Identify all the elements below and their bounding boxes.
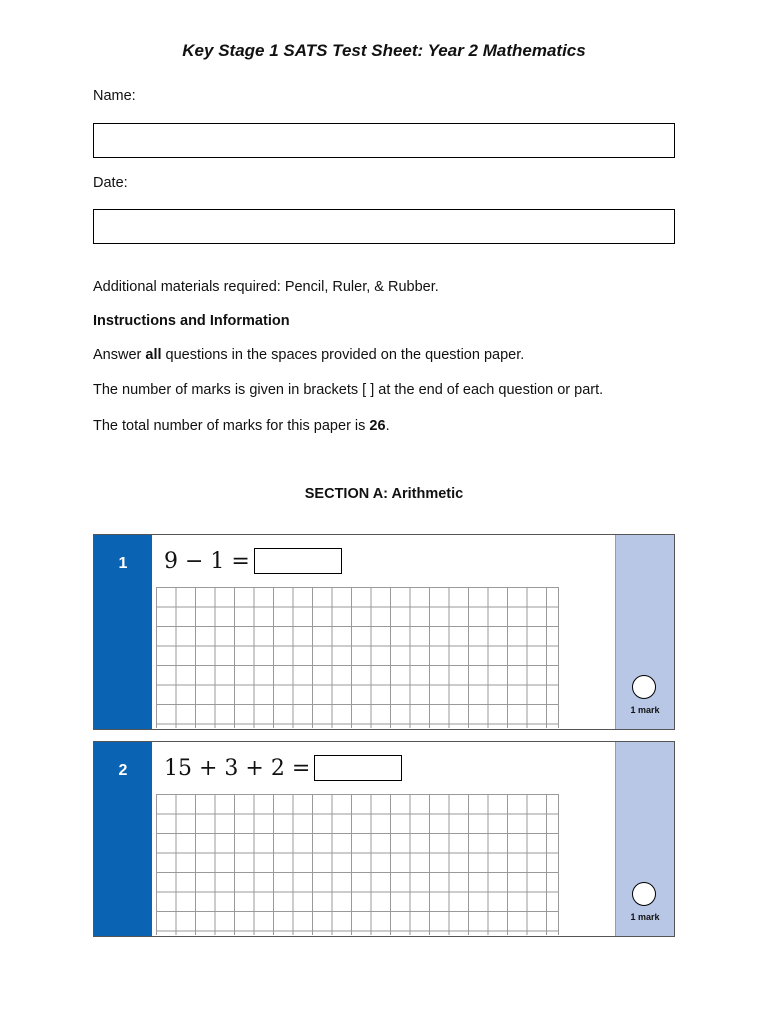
instruction-text: The total number of marks for this paper is xyxy=(93,418,370,434)
instruction-text: . xyxy=(385,418,390,434)
mark-label: 1 mark xyxy=(630,912,660,922)
date-label: Date: xyxy=(93,175,128,191)
mark-circle xyxy=(632,882,656,906)
instructions-heading: Instructions and Information xyxy=(93,313,290,329)
instruction-text: Answer xyxy=(93,347,146,363)
expression-text: 15 + 3 + 2 = xyxy=(164,755,311,781)
question-number-tab xyxy=(94,535,152,729)
question-number: 1 xyxy=(118,555,128,572)
question-number: 2 xyxy=(118,762,128,779)
mark-label: 1 mark xyxy=(630,705,660,715)
page-title: Key Stage 1 SATS Test Sheet: Year 2 Mathematics xyxy=(182,41,586,60)
instruction-answer-all xyxy=(93,347,524,363)
question-number-tab xyxy=(94,742,152,936)
mark-column xyxy=(615,535,674,729)
date-field[interactable] xyxy=(93,209,675,244)
instruction-total-marks xyxy=(93,418,390,434)
total-marks-value: 26 xyxy=(369,418,386,434)
answer-box[interactable] xyxy=(314,755,402,781)
materials-text: Additional materials required: Pencil, Ruler, & Rubber. xyxy=(93,279,439,295)
expression-text: 9 − 1 = xyxy=(164,548,250,574)
working-grid[interactable] xyxy=(156,794,559,935)
question-2 xyxy=(93,741,675,937)
mark-circle xyxy=(632,675,656,699)
answer-box[interactable] xyxy=(254,548,342,574)
name-label: Name: xyxy=(93,88,136,104)
instruction-text: questions in the spaces provided on the question paper. xyxy=(161,347,525,363)
instruction-emphasis: all xyxy=(145,347,162,363)
instruction-marks-brackets: The number of marks is given in brackets [ ] at the end of each question or part. xyxy=(93,382,604,398)
question-expression xyxy=(164,755,402,781)
name-field[interactable] xyxy=(93,123,675,158)
mark-column xyxy=(615,742,674,936)
question-expression xyxy=(164,548,342,574)
section-heading: SECTION A: Arithmetic xyxy=(304,486,464,502)
working-grid[interactable] xyxy=(156,587,559,728)
question-1 xyxy=(93,534,675,730)
